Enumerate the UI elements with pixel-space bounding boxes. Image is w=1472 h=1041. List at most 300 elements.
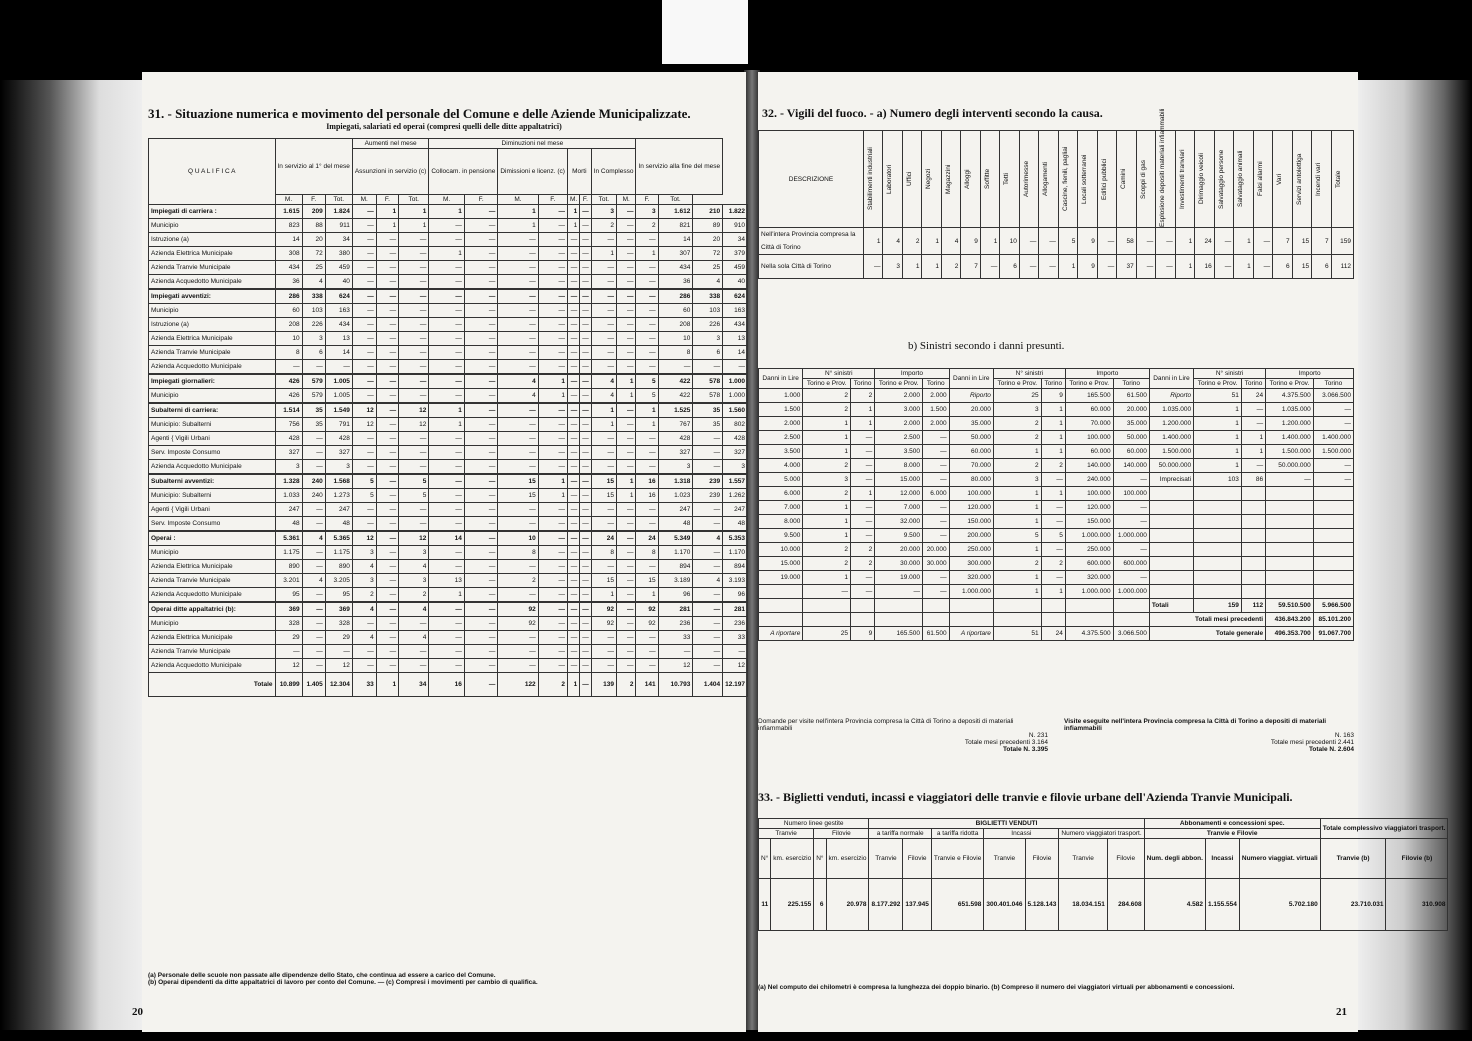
col-assunzioni: Assunzioni in servizio (c)	[352, 149, 429, 195]
cell: 15	[1292, 255, 1311, 279]
cell: —	[538, 631, 567, 645]
cause-header	[1195, 131, 1214, 228]
table-row	[149, 332, 748, 346]
cell: 1	[429, 404, 465, 418]
cell: —	[567, 588, 579, 602]
cell: —	[429, 432, 465, 446]
cell: 3	[352, 574, 376, 588]
cell: —	[376, 517, 398, 531]
cell: 92	[591, 617, 616, 631]
riporto-cell: 3.066.500	[1113, 627, 1149, 641]
cell	[803, 613, 851, 627]
cell: —	[538, 304, 567, 318]
cell: —	[399, 346, 429, 360]
cell: —	[636, 318, 658, 332]
cell: 3	[399, 574, 429, 588]
row-label: Impiegati di carriera :	[149, 205, 276, 219]
cell: 1.000.000	[949, 585, 993, 599]
cell: 890	[275, 560, 302, 574]
cell: —	[399, 375, 429, 389]
cause-label: Camini	[1120, 168, 1128, 190]
visite-mesi: 2.441	[1337, 739, 1354, 746]
table-row	[759, 571, 1354, 585]
cell: —	[538, 261, 567, 275]
cell: 247	[723, 503, 748, 517]
table-row	[149, 645, 748, 659]
cell: —	[352, 318, 376, 332]
cell: —	[538, 219, 567, 233]
cell: —	[658, 360, 693, 374]
cell: 422	[658, 375, 693, 389]
cell: 60.000	[1065, 403, 1113, 417]
cell: —	[693, 432, 723, 446]
cell: —	[580, 659, 592, 673]
table-row	[149, 560, 748, 574]
cell: —	[1156, 228, 1175, 255]
cell: 4	[883, 228, 902, 255]
domande-text: Domande per visite nell'intera Provincia compresa la Città di Torino a depositi di materiali infiammabili	[758, 718, 1014, 732]
cell: 1	[980, 228, 999, 255]
cell: 8	[636, 546, 658, 560]
cell: —	[567, 375, 579, 389]
cell: 208	[658, 318, 693, 332]
cell: —	[498, 503, 538, 517]
cell: 2	[591, 219, 616, 233]
cell	[1241, 585, 1265, 599]
cell: 3	[352, 546, 376, 560]
cell: —	[399, 275, 429, 289]
row-label: Istruzione (a)	[149, 233, 276, 247]
cell: 14	[658, 233, 693, 247]
cell: 20.000	[1113, 403, 1149, 417]
cell: 50.000	[949, 431, 993, 445]
col-nsinistri: N° sinistri	[803, 369, 875, 379]
cell: 236	[723, 617, 748, 631]
cell: 428	[275, 432, 302, 446]
cell	[1266, 487, 1314, 501]
cell: —	[580, 247, 592, 261]
cell: —	[636, 275, 658, 289]
cause-label: Falsi allarmi	[1256, 161, 1264, 197]
cell: 1.200.000	[1266, 417, 1314, 431]
cell: 72	[693, 247, 723, 261]
cell: 3.193	[723, 574, 748, 588]
cell: 1	[993, 515, 1041, 529]
cell: 1.000	[759, 389, 803, 403]
totali-row	[759, 599, 1354, 613]
cell: —	[567, 346, 579, 360]
col-danni: Danni in Lire	[1149, 369, 1193, 389]
cell: 100.000	[1065, 431, 1113, 445]
cell: 4	[498, 375, 538, 389]
cell: 8	[658, 346, 693, 360]
cell: 890	[325, 560, 352, 574]
cell: 9	[1078, 255, 1097, 279]
cell: —	[538, 446, 567, 460]
cell: 35	[693, 418, 723, 432]
cell: 1	[636, 404, 658, 418]
cell	[1241, 543, 1265, 557]
cell: 1	[922, 255, 941, 279]
cell: —	[498, 659, 538, 673]
cell: Riporto	[949, 389, 993, 403]
cell: 5	[352, 489, 376, 503]
cell: —	[352, 389, 376, 403]
row-label: Azienda Acquedotto Municipale	[149, 659, 276, 673]
cell: 100.000	[949, 487, 993, 501]
cell: 428	[723, 432, 748, 446]
cell: —	[429, 631, 465, 645]
col-tranvie-filovie: Tranvie e Filovie	[1144, 829, 1320, 839]
cell: —	[498, 290, 538, 304]
cell: 4	[693, 532, 723, 546]
cell: —	[498, 275, 538, 289]
cell: —	[376, 631, 398, 645]
cell: 1	[1041, 417, 1065, 431]
cell: 300.000	[949, 557, 993, 571]
totali-cell: 5.966.500	[1313, 599, 1353, 613]
cell: 1	[591, 418, 616, 432]
cell: 25	[693, 261, 723, 275]
cell: 165.500	[1065, 389, 1113, 403]
cell: —	[302, 360, 325, 374]
cell: —	[429, 603, 465, 617]
cell: 3	[993, 473, 1041, 487]
cell: 2	[1041, 459, 1065, 473]
col-torino: Torino	[1313, 379, 1353, 389]
cell: 11	[759, 879, 771, 931]
cell: 2	[399, 588, 429, 602]
cell: 2	[803, 389, 851, 403]
cell: 1	[376, 219, 398, 233]
cell: 34	[325, 233, 352, 247]
cell: 5	[399, 489, 429, 503]
cell: —	[376, 532, 398, 546]
cell: 247	[658, 503, 693, 517]
col-inc-tranvie: Tranvie	[984, 839, 1025, 879]
cause-header	[864, 131, 883, 228]
riporto-cell: 9	[851, 627, 875, 641]
table-row	[149, 219, 748, 233]
cell: —	[352, 517, 376, 531]
cell: 1	[376, 205, 398, 219]
cell: —	[1113, 543, 1149, 557]
domande-tot-label: Totale N.	[1002, 746, 1030, 753]
cell: —	[302, 659, 325, 673]
cell: 821	[658, 219, 693, 233]
table-row	[759, 255, 1354, 279]
table-32b-subtitle: b) Sinistri secondo i danni presunti.	[908, 340, 1065, 352]
table-row	[149, 275, 748, 289]
cell: 1.500.000	[1266, 445, 1314, 459]
col-n-tranvie: N°	[759, 839, 771, 879]
cell: 1.500	[922, 403, 949, 417]
cell: 3.205	[325, 574, 352, 588]
cell: 1	[636, 588, 658, 602]
cell: 12	[352, 404, 376, 418]
cell: 50.000.000	[1149, 459, 1193, 473]
cell: —	[538, 332, 567, 346]
cell: 120.000	[949, 501, 993, 515]
cell: —	[567, 503, 579, 517]
cause-label: Locali sotterranei	[1081, 154, 1089, 204]
cell: —	[376, 489, 398, 503]
cell: —	[464, 659, 497, 673]
cell: 1.273	[325, 489, 352, 503]
cell: 140.000	[1113, 459, 1149, 473]
cell: —	[498, 517, 538, 531]
cell: —	[399, 503, 429, 517]
cell: 1	[429, 247, 465, 261]
cell: 4	[693, 574, 723, 588]
cell: 1.525	[658, 404, 693, 418]
cell	[1194, 529, 1242, 543]
table-row	[759, 431, 1354, 445]
table-33	[758, 818, 1448, 931]
cell: 3.189	[658, 574, 693, 588]
col-linee: Numero linee gestite	[759, 819, 869, 829]
table-33-title: 33. - Biglietti venduti, incassi e viaggiatori delle tranvie e filovie urbane dell'Azienda Tranvie Municipali.	[758, 790, 1293, 804]
cell: 150.000	[1065, 515, 1113, 529]
cell: 281	[723, 603, 748, 617]
note-a: (a) Personale delle scuole non passate alle dipendenze dello Stato, che continua ad essere a carico del Comune.	[148, 972, 496, 979]
cell: —	[851, 501, 875, 515]
table-row	[759, 879, 1448, 931]
cell: —	[498, 346, 538, 360]
cell: —	[302, 603, 325, 617]
cell: —	[464, 318, 497, 332]
cell: —	[616, 560, 636, 574]
totale-cell: 122	[498, 673, 538, 697]
cell: —	[302, 432, 325, 446]
cell: 112	[1331, 255, 1353, 279]
cell: 5.349	[658, 532, 693, 546]
cell	[993, 599, 1041, 613]
cell: 434	[275, 261, 302, 275]
cell: —	[580, 332, 592, 346]
cell: 2.000	[922, 417, 949, 431]
cell: —	[922, 585, 949, 599]
cell: 1	[803, 529, 851, 543]
cell: —	[464, 503, 497, 517]
cell: 16	[1195, 255, 1214, 279]
cause-header	[980, 131, 999, 228]
col-tot: Tot.	[325, 195, 352, 205]
cell	[1065, 613, 1113, 627]
col-norm-filovie: Filovie	[903, 839, 932, 879]
cell: —	[352, 346, 376, 360]
cell: —	[464, 446, 497, 460]
cell: 16	[636, 475, 658, 489]
riporto-cell: 25	[803, 627, 851, 641]
cell: 14	[275, 233, 302, 247]
cell: 95	[275, 588, 302, 602]
table-row	[149, 375, 748, 389]
cell: —	[1041, 473, 1065, 487]
cell: —	[399, 517, 429, 531]
table-31-subtitle: Impiegati, salariati ed operai (compresi quelli delle ditte appaltatrici)	[326, 122, 562, 131]
totale-label: Totale	[149, 673, 276, 697]
cell: 3	[658, 460, 693, 474]
cell: —	[616, 219, 636, 233]
col-f: F.	[538, 195, 567, 205]
cell: 4	[399, 631, 429, 645]
cell: —	[723, 360, 748, 374]
cell: 5	[399, 475, 429, 489]
cell: 1	[1194, 417, 1242, 431]
cell: —	[302, 460, 325, 474]
cell: 12	[352, 532, 376, 546]
cell: —	[302, 645, 325, 659]
cell: —	[580, 489, 592, 503]
cell: 6.000	[759, 487, 803, 501]
cell: —	[498, 460, 538, 474]
totale-cell: 12.304	[325, 673, 352, 697]
cell: —	[352, 659, 376, 673]
cell: —	[580, 475, 592, 489]
cell: 2	[1041, 557, 1065, 571]
cell: 13	[723, 332, 748, 346]
col-f: F.	[636, 195, 658, 205]
cell: 1	[864, 228, 883, 255]
totale-cell: 1.404	[693, 673, 723, 697]
cell: —	[498, 560, 538, 574]
cell: 1	[498, 219, 538, 233]
cell: —	[567, 631, 579, 645]
cell: —	[567, 475, 579, 489]
cell: —	[376, 617, 398, 631]
mesi-cell: 436.843.200	[1266, 613, 1314, 627]
cell: —	[538, 275, 567, 289]
cell: —	[616, 574, 636, 588]
note-33: (a) Nel computo dei chilometri è compresa la lunghezza dei doppio binario. (b) Compreso il numero dei viaggiatori virtuali per abbonamenti e concessioni.	[758, 984, 1235, 991]
cell: —	[376, 304, 398, 318]
table-row	[149, 360, 748, 374]
cell: 338	[302, 290, 325, 304]
table-row	[759, 445, 1354, 459]
cell: —	[464, 346, 497, 360]
cell: 92	[636, 603, 658, 617]
col-tariffa: a tariffa normale	[869, 829, 931, 839]
cell	[1041, 613, 1065, 627]
cell: 8	[498, 546, 538, 560]
cause-header	[883, 131, 902, 228]
cell: —	[429, 503, 465, 517]
col-importo: Importo	[875, 369, 949, 379]
cell: 5.128.143	[1025, 879, 1059, 931]
cell: —	[580, 617, 592, 631]
cell	[1194, 487, 1242, 501]
totale-cell: 12.197	[723, 673, 748, 697]
cell: —	[498, 432, 538, 446]
row-label: Azienda Acquedotto Municipale	[149, 275, 276, 289]
cell: 4.375.500	[1266, 389, 1314, 403]
cell: 2	[993, 417, 1041, 431]
cause-header	[1331, 131, 1353, 228]
cell: 422	[658, 389, 693, 403]
cell: —	[1136, 228, 1155, 255]
table-row	[149, 475, 748, 489]
col-incassi-abbon: Incassi	[1205, 839, 1239, 879]
cell: —	[352, 205, 376, 219]
cell: 150.000	[949, 515, 993, 529]
cell: 88	[302, 219, 325, 233]
cell: 2	[993, 459, 1041, 473]
cell: —	[636, 346, 658, 360]
cell: —	[636, 233, 658, 247]
cell: —	[851, 445, 875, 459]
cell: 6	[1312, 255, 1331, 279]
cell: —	[399, 261, 429, 275]
cell: 1	[591, 247, 616, 261]
col-nsinistri: N° sinistri	[993, 369, 1065, 379]
cell: —	[399, 460, 429, 474]
cell: 1.000.000	[1113, 585, 1149, 599]
cell: 328	[275, 617, 302, 631]
col-n-filovie: N°	[814, 839, 826, 879]
cell: —	[464, 617, 497, 631]
cell	[1313, 543, 1353, 557]
cell: —	[591, 360, 616, 374]
cell: 1	[1041, 403, 1065, 417]
col-m: M.	[429, 195, 465, 205]
totale-cell: 33	[352, 673, 376, 697]
cell: 284.608	[1107, 879, 1144, 931]
cell: 3	[325, 460, 352, 474]
cell: 50.000	[1113, 431, 1149, 445]
row-label: Azienda Tranvie Municipale	[149, 346, 276, 360]
cell: 428	[658, 432, 693, 446]
visite-block: Visite eseguite nell'intera Provincia compresa la Città di Torino a depositi di materiali infiammabili N. 163 Totale mesi precedenti 2.441 Totale N. 2.604	[1064, 718, 1354, 753]
cell: —	[616, 261, 636, 275]
cell: 61.500	[1113, 389, 1149, 403]
cell: 8.000	[875, 459, 923, 473]
col-filovie: Filovie	[814, 829, 869, 839]
cell: 802	[723, 418, 748, 432]
cell: —	[693, 645, 723, 659]
cell: 240.000	[1065, 473, 1113, 487]
cell: 1	[399, 219, 429, 233]
cell: —	[567, 645, 579, 659]
cell: 36	[658, 275, 693, 289]
cell: 2	[803, 403, 851, 417]
cause-label: Cascine, fienili, pagliai	[1061, 146, 1069, 212]
cell: —	[567, 432, 579, 446]
col-norm-tranvie: Tranvie	[869, 839, 903, 879]
cell: 200.000	[949, 529, 993, 543]
cell: 1	[803, 515, 851, 529]
cause-label: Uffici	[905, 171, 913, 187]
cell: 51	[1194, 389, 1242, 403]
cell: —	[580, 546, 592, 560]
cell: —	[464, 261, 497, 275]
generale-cell: 496.353.700	[1266, 627, 1314, 641]
cell: 4.582	[1144, 879, 1205, 931]
row-label: Subalterni di carriera:	[149, 404, 276, 418]
cell	[759, 599, 803, 613]
cell: —	[352, 275, 376, 289]
col-tot: Tot.	[399, 195, 429, 205]
cell: —	[399, 360, 429, 374]
cell: —	[591, 261, 616, 275]
cell: —	[580, 517, 592, 531]
cell: 911	[325, 219, 352, 233]
cell: 35.000	[1113, 417, 1149, 431]
row-label: Nell'intera Provincia compresa la Città di Torino	[759, 228, 864, 255]
cell: —	[922, 571, 949, 585]
cell: 159	[1331, 228, 1353, 255]
cell: —	[352, 645, 376, 659]
